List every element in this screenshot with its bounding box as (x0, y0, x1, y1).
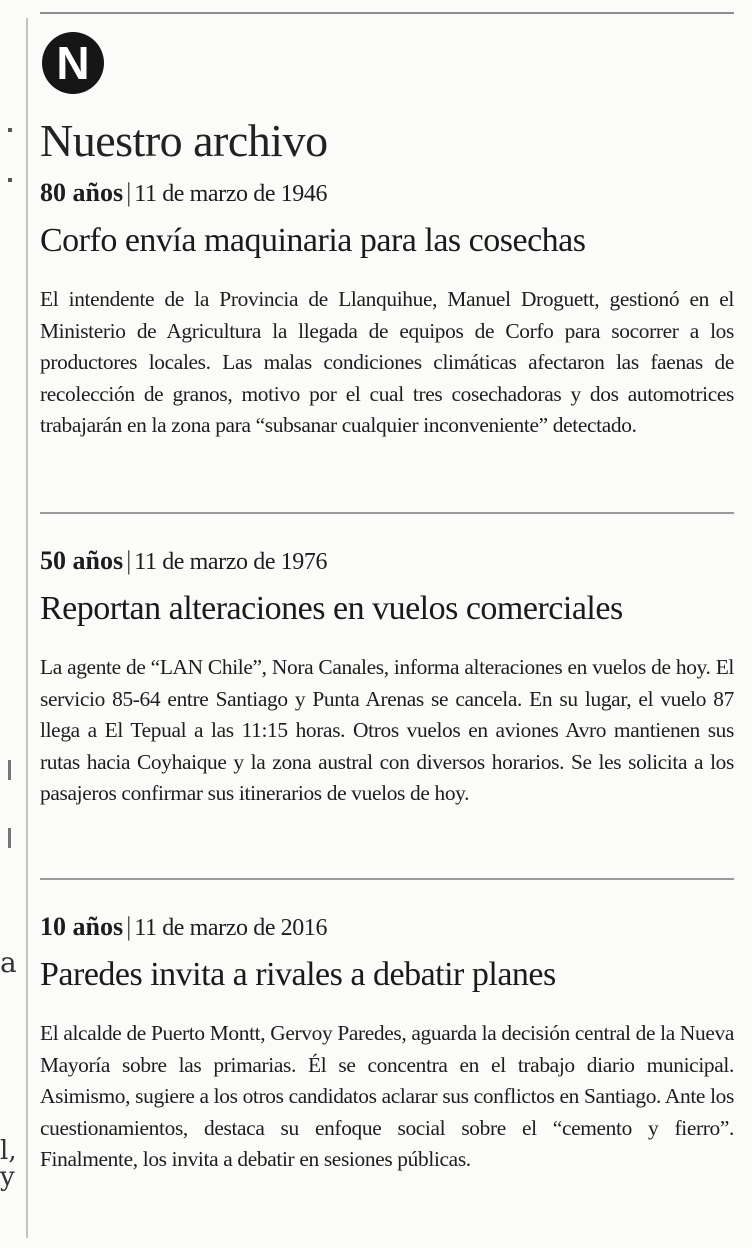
entry-separator: | (126, 912, 132, 941)
entry-meta (40, 912, 734, 942)
entry-years: 50 años (40, 546, 124, 575)
entry-date: 11 de marzo de 2016 (134, 915, 328, 941)
margin-mark (8, 128, 12, 132)
section-badge: N (42, 32, 104, 94)
margin-fragment: l, (0, 1136, 17, 1166)
archive-entry-80 (40, 178, 734, 442)
top-rule (40, 12, 734, 14)
entry-date: 11 de marzo de 1946 (134, 181, 328, 207)
entry-divider (40, 878, 734, 880)
entry-headline: Corfo envía maquinaria para las cosechas (40, 222, 586, 259)
entry-headline: Reportan alteraciones en vuelos comerciales (40, 590, 623, 627)
margin-fragment: a (0, 946, 17, 979)
margin-mark (8, 828, 11, 848)
entry-separator: | (126, 178, 132, 207)
entry-years: 80 años (40, 178, 124, 207)
margin-fragment: y (0, 1162, 15, 1192)
entry-divider (40, 512, 734, 514)
entry-date: 11 de marzo de 1976 (134, 549, 328, 575)
entry-headline: Paredes invita a rivales a debatir planes (40, 956, 556, 993)
entry-years: 10 años (40, 912, 124, 941)
archive-entry-50 (40, 546, 734, 810)
entry-body: La agente de “LAN Chile”, Nora Canales, informa alteraciones en vuelos de hoy. El servicio 85-64 entre Santiago y Punta Arenas se cancela. En su lugar, el vuelo 87 llega a El Tepual a las 11:15 horas. Otros vuelos en aviones Avro mantienen sus rutas hacia Coyhaique y la zona austral con diversos horarios. Se les solicita a los pasajeros confirmar sus itinerarios de vuelos de hoy. (40, 655, 734, 805)
entry-body: El intendente de la Provincia de Llanquihue, Manuel Droguett, gestionó en el Ministerio de Agricultura la llegada de equipos de Corfo para socorrer a los productores locales. Las malas condiciones climáticas afectaron las faenas de recolección de granos, motivo por el cual tres cosechadoras y dos automotrices trabajarán en la zona para “subsanar cualquier inconveniente” detectado. (40, 287, 734, 437)
entry-meta (40, 178, 734, 208)
section-title: Nuestro archivo (40, 115, 328, 166)
margin-mark (8, 760, 11, 780)
entry-meta (40, 546, 734, 576)
entry-body: El alcalde de Puerto Montt, Gervoy Paredes, aguarda la decisión central de la Nueva Mayoría sobre las primarias. Él se concentra en el trabajo diario municipal. Asimismo, sugiere a los otros candidatos aclarar sus conflictos en Santiago. Ante los cuestionamientos, destaca su enfoque social sobre el “cemento y fierro”. Finalmente, los invita a debatir en sesiones públicas. (40, 1021, 734, 1171)
entry-separator: | (126, 546, 132, 575)
archive-entry-10 (40, 912, 734, 1176)
column-rule (26, 18, 28, 1238)
margin-mark (8, 178, 12, 182)
